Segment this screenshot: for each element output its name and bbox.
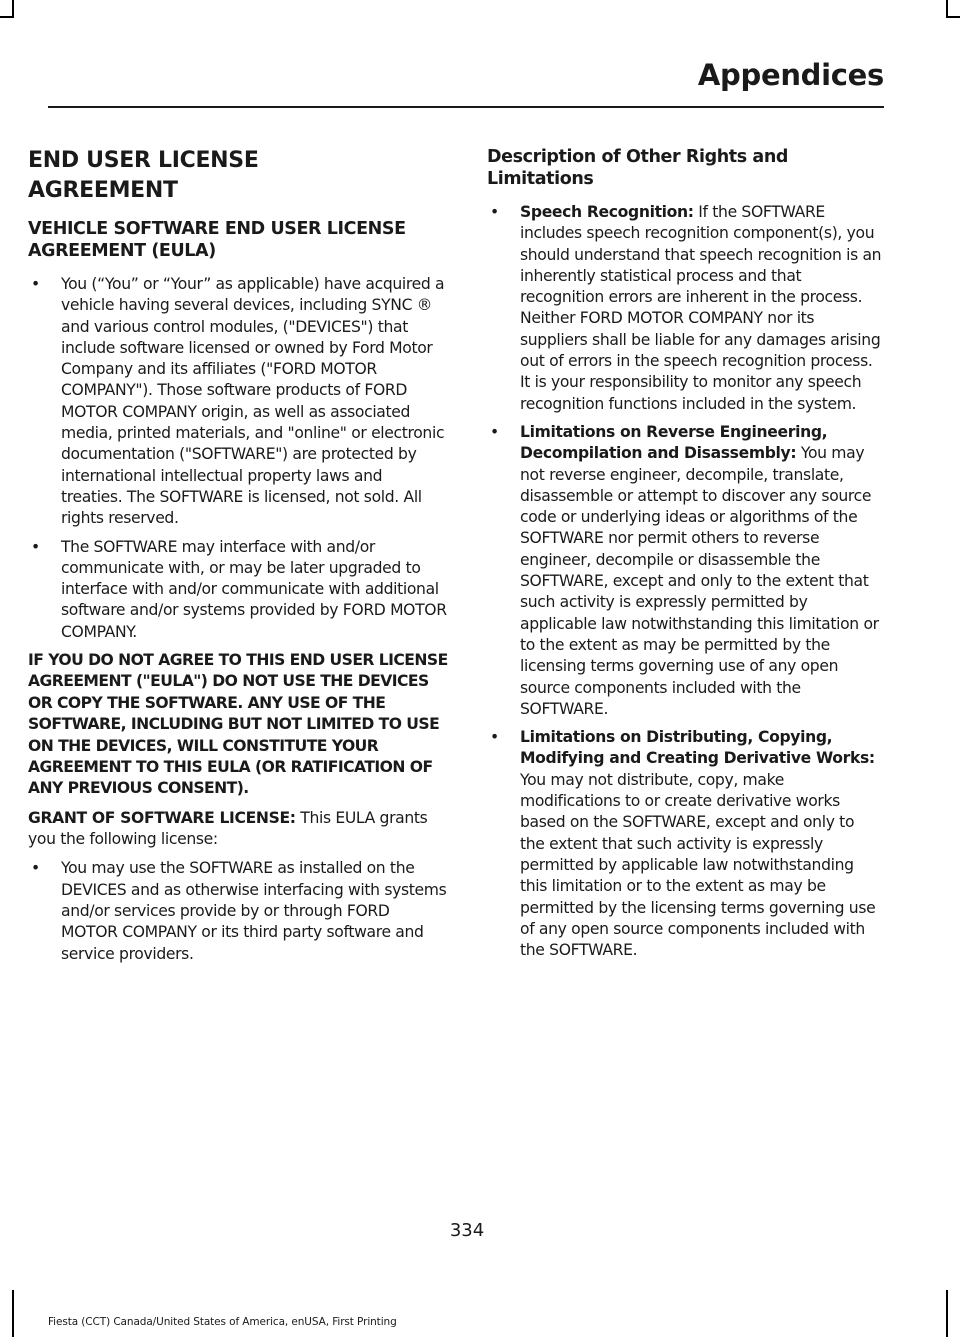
list-item (28, 274, 448, 530)
left-column (28, 146, 448, 972)
list-item-lead: Speech Recognition: (520, 203, 694, 221)
warning-paragraph: IF YOU DO NOT AGREE TO THIS END USER LICENSE AGREEMENT ("EULA") DO NOT USE THE DEVICES OR COPY THE SOFTWARE. ANY USE OF THE SOFTWARE, INCLUDING BUT NOT LIMITED TO USE ON THE DEVICES, WILL CONSTITUTE YOUR AGREEMENT TO THIS EULA (OR RATIFICATION OF ANY PREVIOUS CONSENT). (28, 651, 448, 798)
bullet-glyph: • (31, 275, 40, 293)
list-item-text: If the SOFTWARE includes speech recognition component(s), you should understand that speech recognition is an inherently statistical process and that recognition errors are inherent in the process. Neither FORD MOTOR COMPANY nor its suppliers shall be liable for any damages arising out of errors in the speech recognition process. It is your responsibility to monitor any speech recognition functions included in the system. (520, 203, 882, 413)
list-item-text: You (“You” or “Your” as applicable) have acquired a vehicle having several devices, including SYNC ® and various control modules, ("DEVICES") that include software licensed or owned by Ford Motor Company and its affiliates ("FORD MOTOR COMPANY"). Those software products of FORD MOTOR COMPANY origin, as well as associated media, printed materials, and "online" or electronic documentation ("SOFTWARE") are protected by international intellectual property laws and treaties. The SOFTWARE is licensed, not sold. All rights reserved. (61, 275, 445, 528)
list-item (28, 537, 448, 643)
list-item-text: The SOFTWARE may interface with and/or communicate with, or may be later upgraded to interface with and/or communicate with additional software and/or systems provided by FORD MOTOR COMPANY. (61, 537, 447, 641)
crop-mark (946, 16, 960, 18)
right-column (487, 146, 882, 968)
list-item-lead: Limitations on Distributing, Copying, Modifying and Creating Derivative Works: (520, 728, 875, 768)
rights-heading: Description of Other Rights and Limitations (487, 147, 789, 189)
section-subtitle: VEHICLE SOFTWARE END USER LICENSE AGREEMENT (EULA) (28, 219, 406, 261)
rights-list (487, 202, 882, 961)
list-item (487, 202, 882, 415)
section-title-line: END USER LICENSE (28, 148, 259, 173)
grant-list (28, 858, 448, 964)
crop-mark (946, 1290, 948, 1337)
grant-paragraph (28, 808, 448, 851)
crop-mark (0, 16, 14, 18)
bullet-list (28, 274, 448, 643)
bullet-glyph: • (490, 422, 499, 441)
list-item (28, 858, 448, 964)
list-item-text: You may not distribute, copy, make modifications to or create derivative works based on the SOFTWARE, except and only to the extent that such activity is expressly permitted by applicable law notwithstanding this limitation or to the extent as may be permitted by the licensing terms governing use of any open source components included with the SOFTWARE. (520, 770, 876, 960)
list-item (487, 422, 882, 720)
list-item (487, 727, 882, 961)
grant-lead: GRANT OF SOFTWARE LICENSE: (28, 808, 296, 827)
bullet-glyph: • (31, 859, 40, 878)
bullet-glyph: • (31, 537, 40, 556)
footer-text: Fiesta (CCT) Canada/United States of America, enUSA, First Printing (48, 1316, 397, 1328)
list-item-lead: Limitations on Reverse Engineering, Decompilation and Disassembly: (520, 422, 828, 463)
bullet-glyph: • (490, 203, 499, 221)
grant-text: This EULA grants you the following license: (28, 808, 428, 849)
list-item-text: You may not reverse engineer, decompile, translate, disassemble or attempt to discover any source code or underlying ideas or algorithms of the SOFTWARE nor permit others to reverse engineer, decompile or disassemble the SOFTWARE, except and only to the extent that such activity is expressly permitted by applicable law notwithstanding this limitation or to the extent as may be permitted by the licensing terms governing use of any open source components included with the SOFTWARE. (520, 444, 879, 718)
section-title (28, 146, 448, 206)
bullet-glyph: • (490, 728, 499, 747)
page-number: 334 (449, 1220, 485, 1241)
header-rule (48, 106, 884, 108)
list-item-text: You may use the SOFTWARE as installed on the DEVICES and as otherwise interfacing with systems and/or services provide by or through FORD MOTOR COMPANY or its third party software and service providers. (61, 859, 447, 963)
crop-mark (12, 1290, 14, 1337)
page-section-title: Appendices (697, 58, 884, 92)
section-title-line: AGREEMENT (28, 178, 178, 203)
